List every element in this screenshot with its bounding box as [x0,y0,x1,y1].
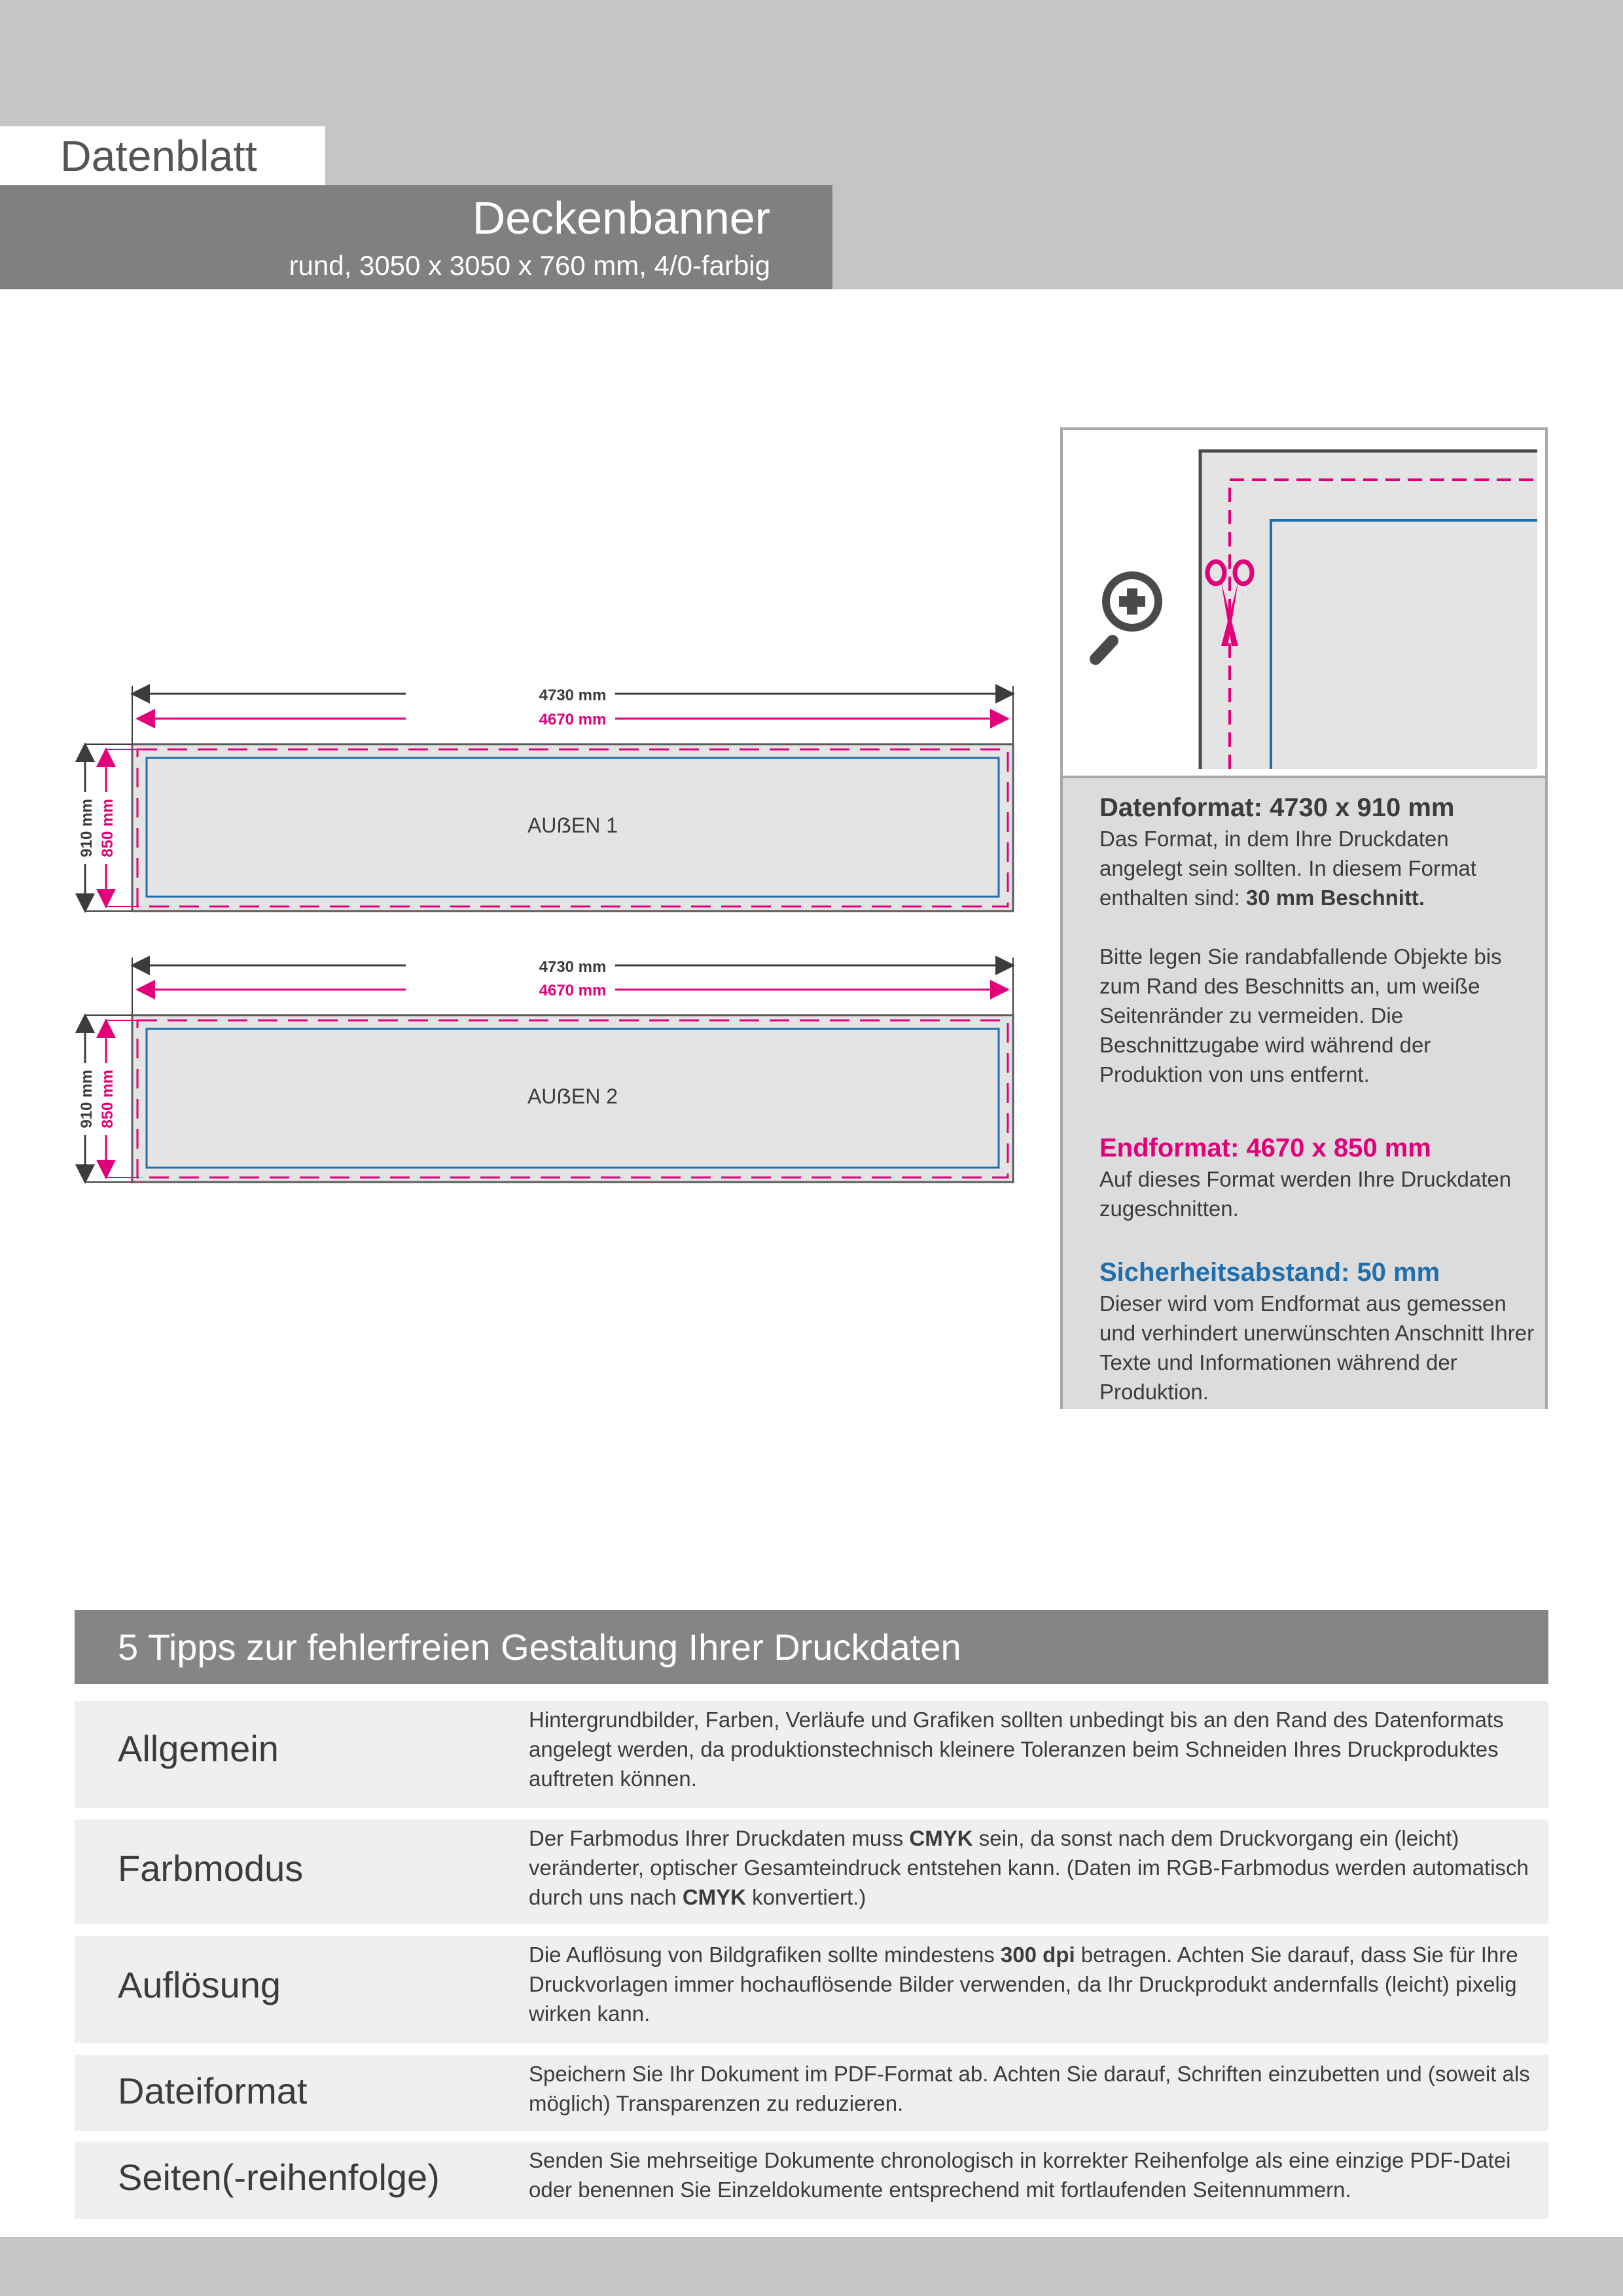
tip-label: Allgemein [118,1728,279,1769]
drawing-label: AUẞEN 2 [527,1085,618,1108]
page-title: Deckenbanner [472,192,770,243]
corner-detail [1063,430,1545,776]
drawing-aussen-1 [76,683,1013,911]
tip-text: Der Farbmodus Ihrer Druckdaten muss CMYK sein, da sonst nach dem Druckvorgang ein (leicht) veränderter, optischer Gesamteindruck entstehen kann. (Daten im RGB-Farbmodus werden automatisch durch uns nach CMYK konvertiert.) [529,1826,1529,1909]
inner-width-label: 4670 mm [539,711,607,728]
tips-title: 5 Tipps zur fehlerfreien Gestaltung Ihrer Druckdaten [75,1610,1548,1684]
tip-seiten [75,2142,1548,2219]
tip-label: Auflösung [118,1964,281,2005]
endformat-text: Auf dieses Format werden Ihre Druckdaten zugeschnitten. [1099,1167,1512,1221]
endformat-title: Endformat: 4670 x 850 mm [1099,1134,1431,1162]
tip-label: Dateiformat [118,2070,308,2111]
drawing-label: AUẞEN 1 [527,814,618,837]
sicherheit-text: Dieser wird vom Endformat aus gemessen und verhindert unerwünschten Anschnitt Ihrer Texte und Informationen während der Produktion. [1099,1291,1535,1404]
footer-band [0,2237,1623,2296]
tip-text: Senden Sie mehrseitige Dokumente chronologisch in korrekter Reihenfolge als eine einzige PDF-Datei oder benennen Sie Einzeldokumente entsprechend mit fortlaufenden Seitennummern. [529,2148,1511,2202]
corner-detail-drawing [1063,430,1545,776]
zoom-in-icon [1096,571,1162,659]
datenformat-note: Bitte legen Sie randabfallende Objekte bis zum Rand des Beschnitts an, um weiße Seitenränder zu vermeiden. Die Beschnittzugabe wird während der Produktion von uns entfernt. [1099,944,1502,1086]
outer-width-label: 4730 mm [539,687,607,704]
format-info-box [1060,427,1548,1409]
page-subtitle: rund, 3050 x 3050 x 760 mm, 4/0-farbig [289,250,770,281]
tip-allgemein [75,1701,1548,1808]
datenformat-title: Datenformat: 4730 x 910 mm [1099,793,1455,822]
outer-height-label: 910 mm [78,798,96,857]
sicherheit-title: Sicherheitsabstand: 50 mm [1099,1258,1440,1287]
tip-text: Die Auflösung von Bildgrafiken sollte mindestens 300 dpi betragen. Achten Sie darauf, dass Sie für Ihre Druckvorlagen immer hochauflösende Bilder verwenden, da Ihr Druckprodukt andernfalls (leicht) pixelig wirken kann. [529,1943,1518,2026]
format-drawings [0,0,1047,1211]
tip-dateiformat [75,2055,1548,2131]
drawing-aussen-2 [76,954,1013,1182]
tip-label: Farbmodus [118,1848,304,1889]
inner-height-label: 850 mm [99,798,116,857]
inner-height-label: 850 mm [99,1069,116,1128]
inner-width-label: 4670 mm [539,982,607,999]
doc-type-label: Datenblatt [0,126,325,185]
tip-farbmodus [75,1820,1548,1924]
outer-width-label: 4730 mm [539,958,607,976]
tip-text: Speichern Sie Ihr Dokument im PDF-Format ab. Achten Sie darauf, Schriften einzubetten und (soweit als möglich) Transparenzen zu reduzieren. [529,2062,1530,2115]
format-info-text [1063,776,1545,1409]
tip-label: Seiten(-reihenfolge) [118,2157,440,2198]
tip-text: Hintergrundbilder, Farben, Verläufe und Grafiken sollten unbedingt bis an den Rand des Datenformats angelegt werden, da produktionstechnisch kleinere Toleranzen beim Schneiden Ihres Druckproduktes auftreten können. [529,1708,1504,1791]
outer-height-label: 910 mm [78,1069,96,1128]
tip-aufloesung [75,1936,1548,2043]
datenformat-text: Das Format, in dem Ihre Druckdaten angelegt sein sollten. In diesem Format enthalten sind: 30 mm Beschnitt. [1099,827,1476,910]
